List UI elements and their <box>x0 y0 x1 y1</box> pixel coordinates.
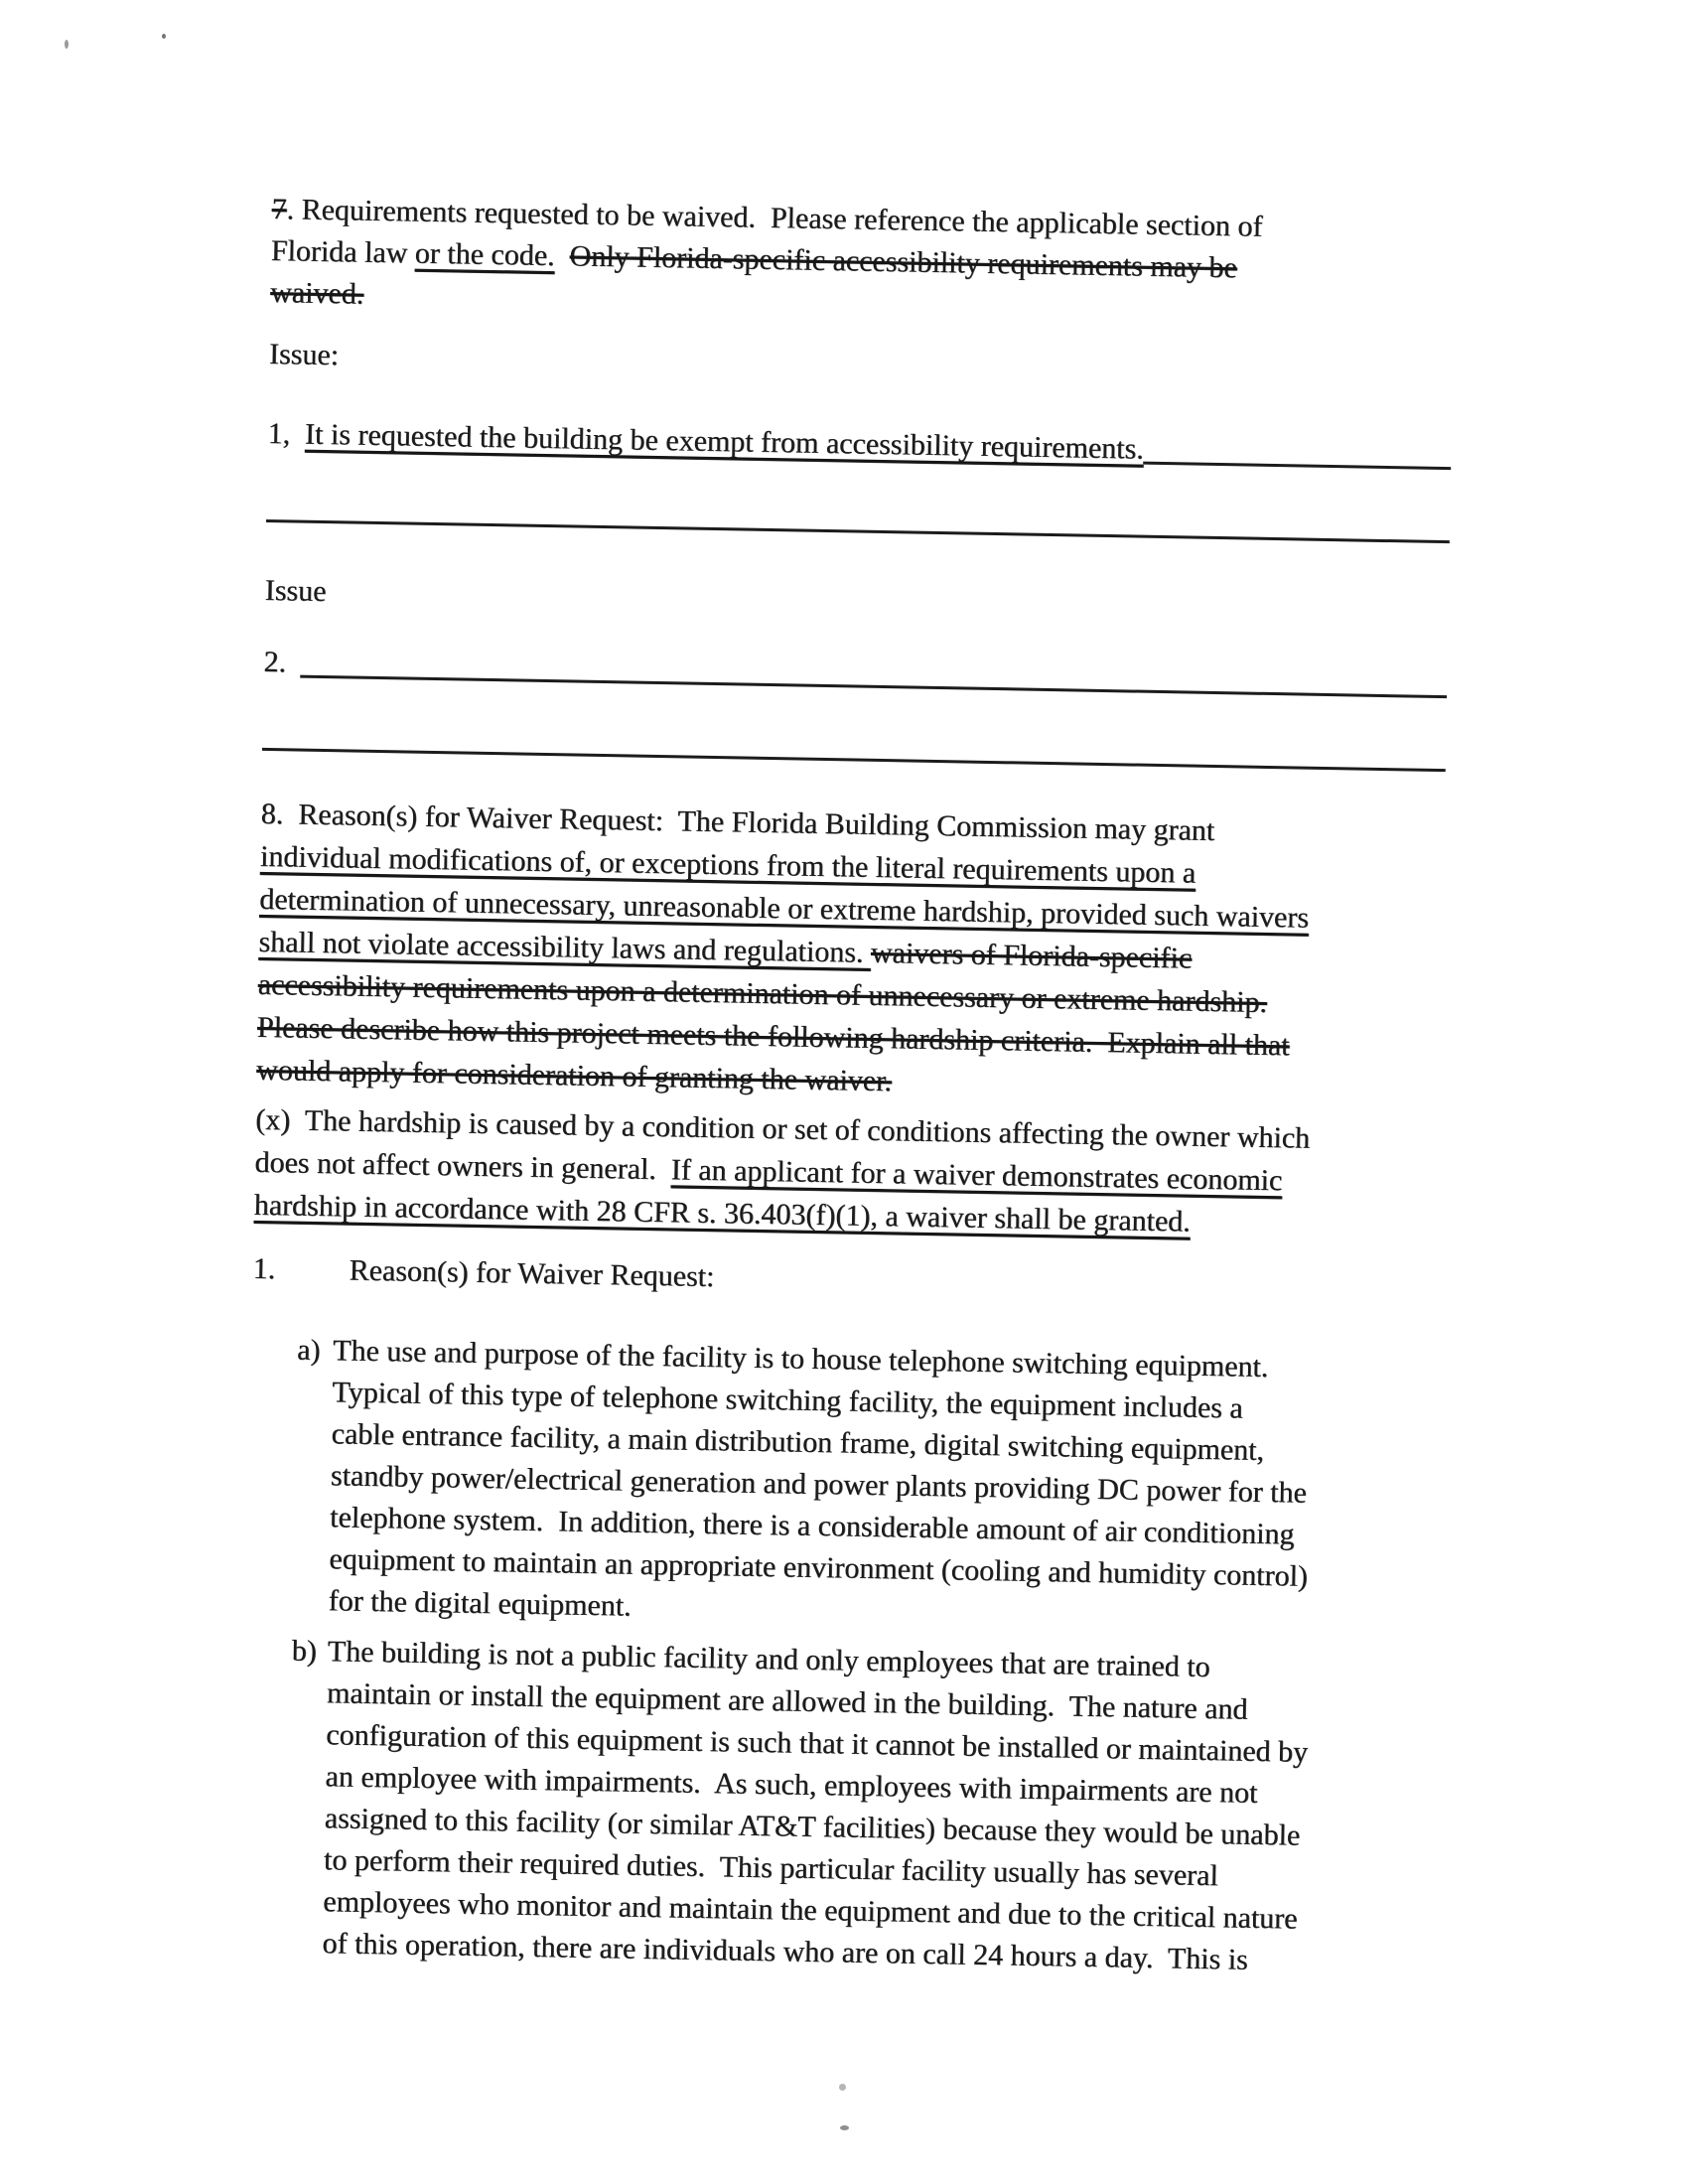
struck-text: Only Florida-specific accessibility requirements may be <box>569 239 1238 285</box>
text-run: Typical of this type of telephone switching facility, the equipment includes a <box>332 1376 1243 1425</box>
underlined-text: If an applicant for a waiver demonstrates economic <box>670 1153 1283 1198</box>
struck-text: 7 <box>271 192 287 226</box>
issue-1-entry <box>267 412 1452 476</box>
issue-2-entry <box>263 641 1448 704</box>
paragraph-8-reasons-for-waiver <box>256 793 1445 1112</box>
underlined-text: determination of unnecessary, unreasonable or extreme hardship, provided such waivers <box>258 882 1310 935</box>
scan-speck <box>840 2125 849 2130</box>
blank-write-in-line-1 <box>266 519 1450 543</box>
text-run: cable entrance facility, a main distribution frame, digital switching equipment, <box>331 1417 1265 1467</box>
item-a-text <box>328 1330 1312 1639</box>
item-a-label: a) <box>296 1333 321 1368</box>
struck-text: Please describe how this project meets the following hardship criteria. Explain all that <box>256 1010 1290 1063</box>
reason-heading-number: 1. <box>252 1251 276 1286</box>
reason-heading-text: Reason(s) for Waiver Request: <box>349 1253 715 1294</box>
struck-text: waived. <box>269 275 364 311</box>
struck-text: accessibility requirements upon a determination of unnecessary or extreme hardship. <box>257 967 1268 1019</box>
text-run: employees who monitor and maintain the equipment and due to the critical nature <box>323 1885 1298 1936</box>
text-run: an employee with impairments. As such, employees with impairments are not <box>325 1760 1258 1810</box>
blank-underline-tail <box>1143 428 1451 471</box>
underlined-text: hardship in accordance with 28 CFR s. 36.403(f)(1), a waiver shall be granted. <box>253 1188 1192 1238</box>
text-run: . Requirements requested to be waived. Please reference the applicable section of <box>286 193 1263 243</box>
scan-speck <box>839 2084 846 2091</box>
blank-underline-tail <box>300 642 1448 699</box>
text-run: 8. Reason(s) for Waiver Request: The Florida Building Commission may grant <box>260 797 1215 847</box>
text-run: maintain or install the equipment are allowed in the building. The nature and <box>326 1676 1248 1726</box>
struck-text: would apply for consideration of granting the waiver. <box>255 1053 893 1098</box>
paragraph-7-requirements-waived <box>270 189 1456 335</box>
issue-2-label: Issue <box>264 573 327 609</box>
text-run: assigned to this facility (or similar AT&T facilities) because they would be unable <box>324 1802 1301 1852</box>
issue-1-number: 1, <box>267 416 306 451</box>
item-b-label: b) <box>291 1634 318 1669</box>
text-run: The use and purpose of the facility is to house telephone switching equipment. <box>332 1334 1269 1384</box>
underlined-text: individual modifications of, or exceptions from the literal requirements upon a <box>259 839 1196 890</box>
text-run <box>554 239 570 272</box>
text-run: equipment to maintain an appropriate environment (cooling and humidity control) <box>329 1542 1309 1593</box>
paragraph-hardship-condition <box>253 1098 1439 1247</box>
item-b <box>240 1630 1430 1984</box>
text-run: The building is not a public facility and only employees that are trained to <box>327 1635 1210 1684</box>
text-run: does not affect owners in general. <box>254 1145 672 1187</box>
struck-text: waivers of Florida-specific <box>870 936 1193 975</box>
blank-write-in-line-2 <box>262 748 1446 772</box>
scan-speck <box>65 40 69 49</box>
text-run: configuration of this equipment is such that it cannot be installed or maintained by <box>326 1718 1309 1769</box>
text-run: of this operation, there are individuals who are on call 24 hours a day. This is <box>322 1927 1248 1976</box>
underlined-text: or the code. <box>414 236 555 273</box>
text-run: Florida law <box>270 233 416 270</box>
scan-speck <box>162 34 166 39</box>
text-run: (x) The hardship is caused by a condition or set of conditions affecting the owner which <box>255 1102 1311 1155</box>
issue-1-label: Issue: <box>268 337 340 372</box>
issue-2-number: 2. <box>263 645 287 679</box>
text-run: telephone system. In addition, there is a considerable amount of air conditioning <box>329 1501 1295 1551</box>
text-run: to perform their required duties. This particular facility usually has several <box>323 1843 1219 1893</box>
underlined-text: shall not violate accessibility laws and regulations. <box>258 925 872 969</box>
page-content <box>239 189 1456 2047</box>
reason-heading <box>252 1247 1437 1311</box>
item-b-text <box>322 1631 1310 1982</box>
text-run: standby power/electrical generation and power plants providing DC power for the <box>330 1459 1308 1510</box>
issue-1-text: It is requested the building be exempt from accessibility requirements. <box>304 417 1145 466</box>
text-run: for the digital equipment. <box>328 1584 632 1623</box>
item-a <box>246 1329 1435 1642</box>
